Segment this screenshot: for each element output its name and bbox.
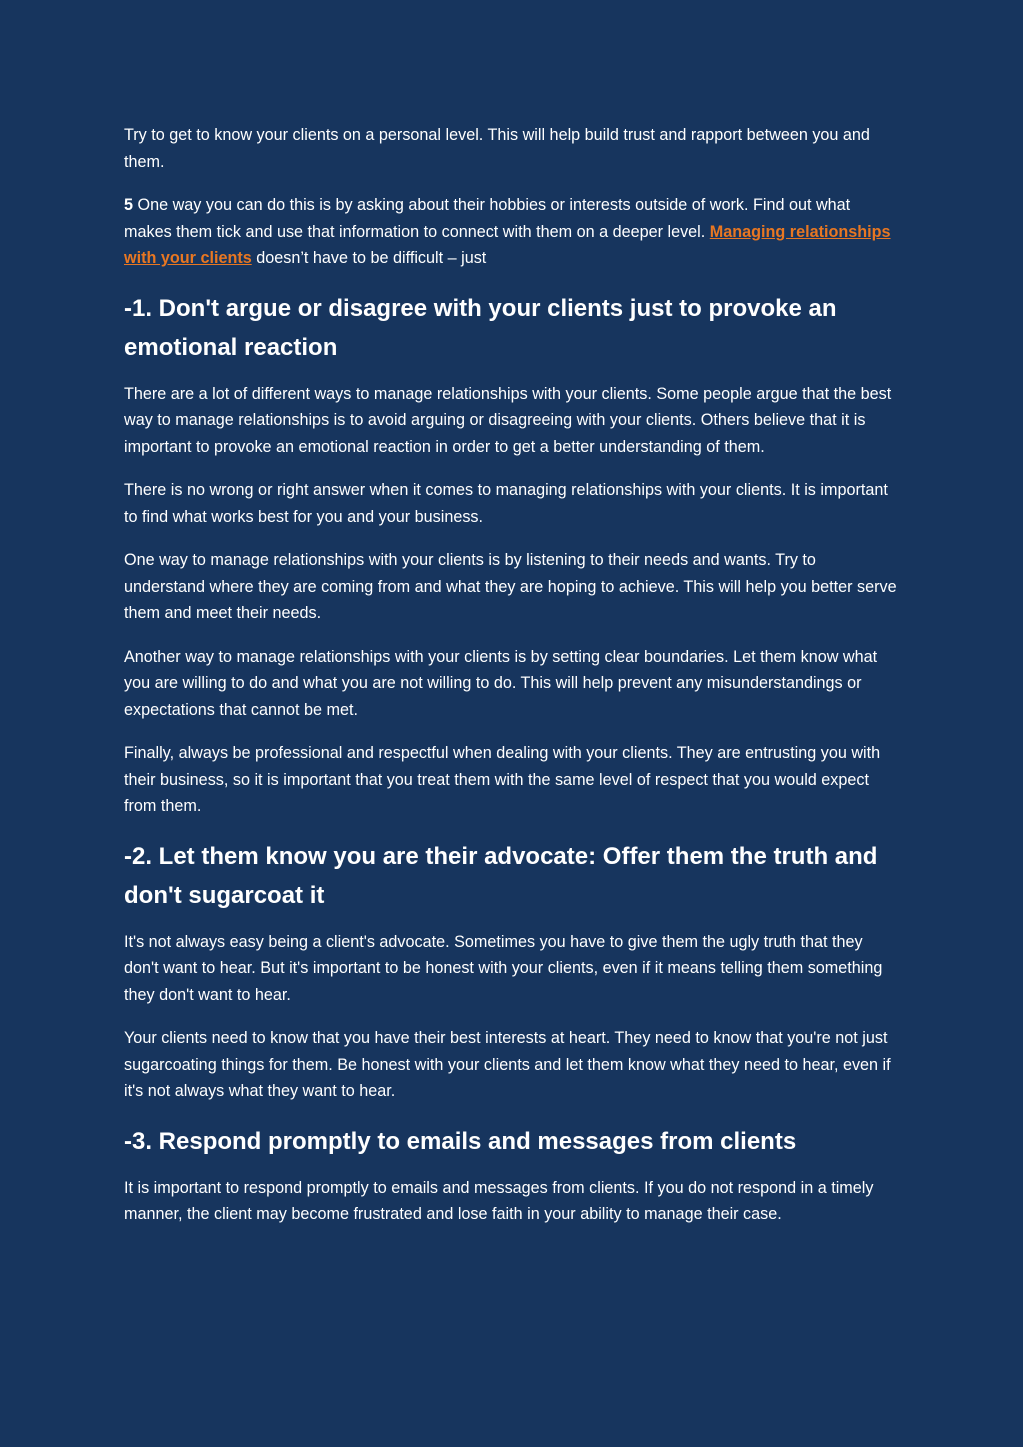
section-paragraph: There is no wrong or right answer when it comes to managing relationships with your clients. It is important to find what works best for you and your business. (124, 481, 888, 526)
intro-paragraph: Try to get to know your clients on a personal level. This will help build trust and rapport between you and them. (124, 126, 870, 171)
managing-relationships-link[interactable]: Managing relationships with your clients (124, 222, 891, 267)
section-paragraph: One way to manage relationships with your clients is by listening to their needs and wants. Try to understand where they are coming from and what they are hoping to achieve. This will help you better serve them and meet their needs. (124, 551, 897, 622)
intro-text-after: doesn’t have to be difficult – just (251, 249, 487, 267)
section-paragraph: There are a lot of different ways to manage relationships with your clients. Some people argue that the best way to manage relationships is to avoid arguing or disagreeing with your clients. Others believe that it is important to provoke an emotional reaction in order to get a better understanding of them. (124, 384, 892, 456)
section-paragraph: Another way to manage relationships with your clients is by setting clear boundaries. Let them know what you are willing to do and what you are not willing to do. This will help prevent any misunderstandings or expectations that cannot be met. (124, 647, 878, 719)
section-heading: -3. Respond promptly to emails and messages from clients (124, 1127, 797, 1155)
section-heading: -2. Let them know you are their advocate: Offer them the truth and don't sugarcoat it (124, 842, 878, 909)
section-paragraph: It's not always easy being a client's advocate. Sometimes you have to give them the ugly truth that they don't want to hear. But it's important to be honest with your clients, even if it means telling them something they don't want to hear. (124, 932, 883, 1004)
intro-paragraph-link (124, 192, 899, 272)
section-heading: -1. Don't argue or disagree with your clients just to provoke an emotional reaction (124, 294, 837, 361)
section-paragraph: Finally, always be professional and respectful when dealing with your clients. They are entrusting you with their business, so it is important that you treat them with the same level of respect that you would expect from them. (124, 744, 881, 815)
section-paragraph: It is important to respond promptly to emails and messages from clients. If you do not respond in a timely manner, the client may become frustrated and lose faith in your ability to manage their case. (124, 1178, 874, 1223)
item-number: 5 (124, 196, 134, 214)
intro-text: One way you can do this is by asking about their hobbies or interests outside of work. Find out what makes them tick and use that information to connect with them on a deeper level. (124, 196, 851, 241)
section-paragraph: Your clients need to know that you have their best interests at heart. They need to know that you're not just sugarcoating things for them. Be honest with your clients and let them know what they need to hear, even if it's not always what they want to hear. (124, 1029, 891, 1100)
